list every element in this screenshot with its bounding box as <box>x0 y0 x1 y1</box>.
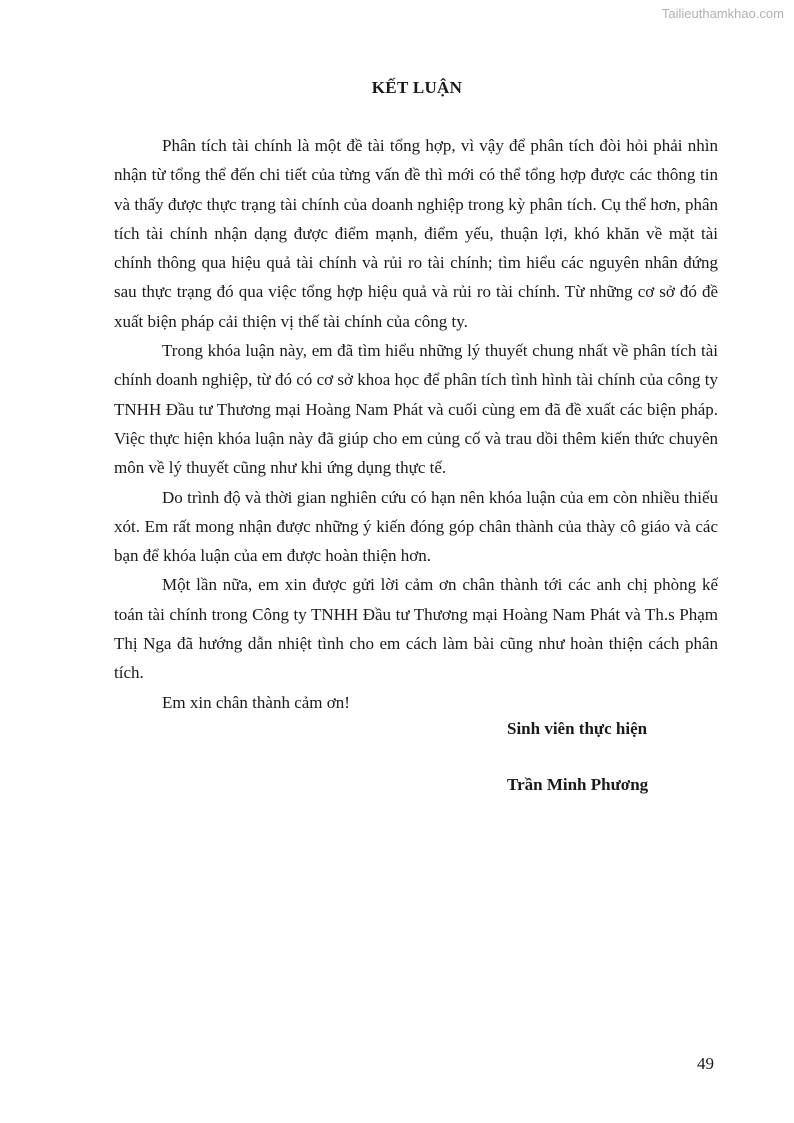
signature-name: Trần Minh Phương <box>507 775 649 794</box>
paragraph-5: Em xin chân thành cảm ơn! <box>162 692 350 712</box>
signature-role: Sinh viên thực hiện <box>507 719 648 738</box>
paragraph-4: Một lần nữa, em xin được gửi lời cảm ơn chân thành tới các anh chị phòng kế toán tài chính trong Công ty TNHH Đầu tư Thương mại Hoàng Nam Phát và Th.s Phạm Thị Nga đã hướng dẫn nhiệt tình cho em cách làm bài cũng như hoàn thiện cách phân tích. <box>114 575 718 683</box>
page-title: KẾT LUẬN <box>371 78 463 97</box>
paragraph-2: Trong khóa luận này, em đã tìm hiểu những lý thuyết chung nhất về phân tích tài chính doanh nghiệp, từ đó có cơ sở khoa học để phân tích tình hình tài chính của công ty TNHH Đầu tư Thương mại Hoàng Nam Phát và cuối cùng em đã đề xuất các biện pháp. Việc thực hiện khóa luận này đã giúp cho em củng cố và trau dồi thêm kiến thức chuyên môn về lý thuyết cũng như khi ứng dụng thực tế. <box>114 341 718 478</box>
paragraph-3: Do trình độ và thời gian nghiên cứu có hạn nên khóa luận của em còn nhiều thiếu xót. Em rất mong nhận được những ý kiến đóng góp chân thành của thày cô giáo và các bạn để khóa luận của em được hoàn thiện hơn. <box>114 487 718 566</box>
body-text <box>114 131 718 717</box>
watermark-text: Tailieuthamkhao.com <box>661 6 784 21</box>
paragraph-1: Phân tích tài chính là một đề tài tổng hợp, vì vậy để phân tích đòi hỏi phải nhìn nhận từ tổng thể đến chi tiết của từng vấn đề thì mới có thể tổng hợp được các thông tin và thấy được thực trạng tài chính của doanh nghiệp trong kỳ phân tích. Cụ thể hơn, phân tích tài chính nhận dạng được điểm mạnh, điểm yếu, thuận lợi, khó khăn về mặt tài chính thông qua hiệu quả tài chính và rủi ro tài chính; tìm hiểu các nguyên nhân đứng sau thực trạng đó qua việc tổng hợp hiệu quả và rủi ro tài chính. Từ những cơ sở đó đề xuất biện pháp cải thiện vị thế tài chính của công ty. <box>114 136 718 331</box>
page-number: 49 <box>697 1054 714 1073</box>
